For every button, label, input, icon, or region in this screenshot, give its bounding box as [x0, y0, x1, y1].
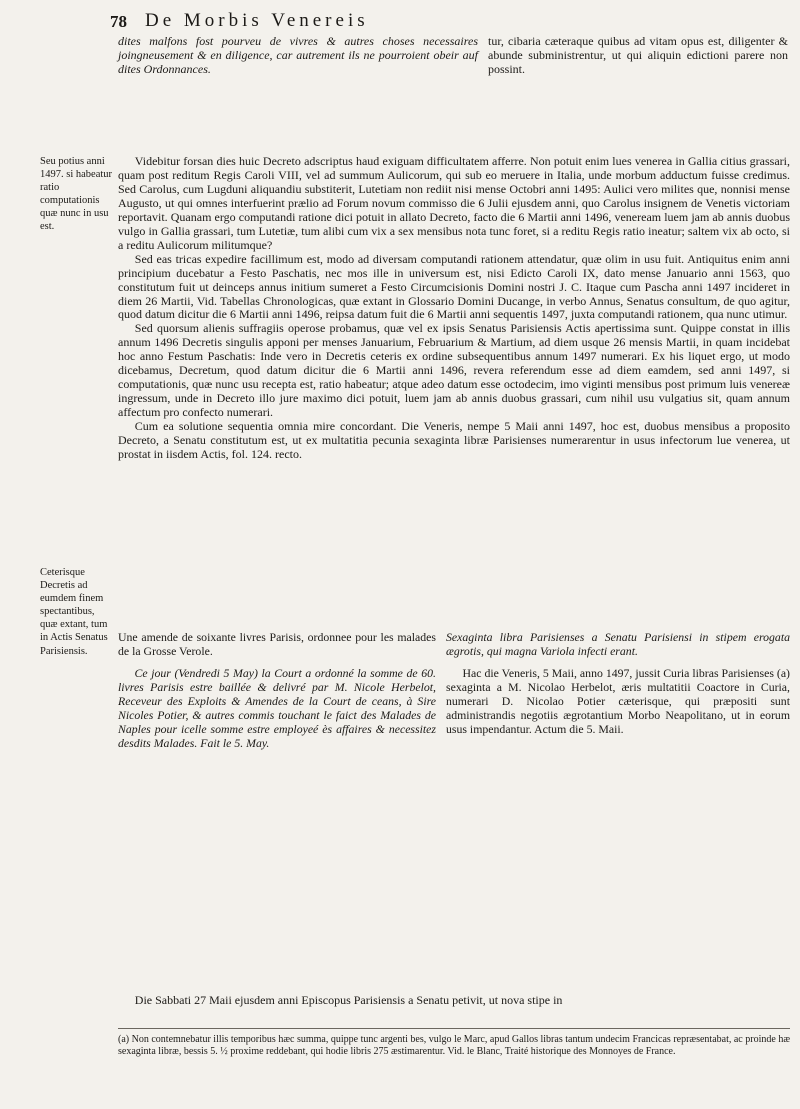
paragraph: Sed eas tricas expedire facillimum est, modo ad diversam computandi rationem attendatur, quæ olim in usu fuit. Antiquitus enim anni principium ducebatur a Festo Paschatis, nec mos ille in universum est, nisi Edicto Caroli IX, dato mense Januario anni 1563, quo constitutum fuit ut deinceps annus initium sumeret a Festo Circumcisionis Domini nostri J. C. Itaque cum Pascha anni 1497 incideret in diem 26 Martii, Vid. Tabellas Chronologicas, quæ extant in Glossario Domini Ducange, in verbo Annus, Senatus consultum, de quo agitur, quod datum dicitur die 6 Martii anni 1496, reipsa datum fuit die 6 Martii anni sequentis 1497, juxta computandi rationem, qua nunc utimur. [118, 251, 790, 322]
paragraph: Cum ea solutione sequentia omnia mire concordant. Die Veneris, nempe 5 Maii anni 1497, hoc est, duobus mensibus a proposito Decreto, a Senatu constitutum est, ut ex multatitia pecunia sexaginta libræ Parisienses numerarentur in usus infectorum lue venerea, ut prostat in iisdem Actis, fol. 124. recto. [118, 419, 790, 462]
french-column-top: dites malfons fost pourveu de vivres & autres choses necessaires joingneusement & en diligence, car autrement ils ne pourroient obeir auf dites Ordonnances. [118, 34, 478, 77]
marginal-note: Seu potius anni 1497. si habeatur ratio computationis quæ nunc in usu est. [40, 156, 113, 233]
closing-paragraph: Die Sabbati 27 Maii ejusdem anni Episcopus Parisiensis a Senatu petivit, ut nova stipe in [134, 993, 563, 1007]
paragraph: Videbitur forsan dies huic Decreto adscriptus haud exiguam difficultatem afferre. Non potuit enim lues venerea in Gallia citius grassari, quam post reditum Regis Caroli VIII, vel ad summum Aulicorum, qui sub eo meruere in Italia, unde morbum adductum fuisse credimus. Sed Carolus, cum Lugduni aliquandiu substiterit, Lutetiam non rediit nisi mense Octobri anni 1495: Aulici vero milites que, nonnisi mense Augusto, ut qui omnes interfuerint prælio ad Forum novum commisso die 6 Julii ejusdem anni, quo Carolus insignem de Venetis victoriam reportavit. Quanam ergo computandi ratione dici potuit in allato Decreto, facto die 6 Martii anni 1496, veneream luem jam ab annis duobus vulgo in Gallia grassari, tum Lutetiæ, tum alibi cum vix a sex mensibus nota tunc foret, si a reditu Regis ratio ineatur; saltem vix ab octo, si a reditu Aulicorum militumque? [118, 154, 790, 252]
footnote-divider [118, 1028, 790, 1029]
footnote [118, 1034, 790, 1059]
latin-column-top: tur, cibaria cæteraque quibus ad vitam opus est, diligenter & abunde subministrentur, ut qui aliquin edictioni parere non possint. [488, 34, 788, 77]
decree-heading: Une amende de soixante livres Parisis, ordonnee pour les malades de la Grosse Verole. [118, 630, 436, 658]
paragraph: Sed quorsum alienis suffragiis operose probamus, quæ vel ex ipsis Senatus Parisiensis Actis apertissima sunt. Quippe constat in illis annum 1496 Decretis singulis apponi per menses Januarium, Februarium & Martium, ad diem usque 26 mensis Martii, in quam incidebat hoc anno Festum Paschatis: Inde vero in Decretis ceteris ex ordine subsequentibus annum 1497 numerari. Ex his liquet ergo, ut modo dicebamus, Decretum, quod datum dicitur die 6 Martii anni 1496, revera referendum esse ad diem eamdem, sed anni 1497, si computationis, quæ nunc usu recepta est, ratio habeatur; atque adeo datum esse octodecim, imo viginti mensibus post primum luis venereæ ingressum, unde in Decreto illo jure maximo dici potuit, luem jam ab annis duobus grassari, cum nihil usu vulgatius sit, quam annum affectum pro confecto numerari. [118, 321, 790, 420]
page-number: 78 [110, 12, 127, 31]
decree-text: Hac die Veneris, 5 Maii, anno 1497, jussit Curia libras Parisienses (a) sexaginta a M. Nicolao Herbelot, æris multatitii Coactore in Curia, numerari D. Nicolao Potier cæterisque, qui præpositi sunt administrandis negotiis ægrotantium Morbo Neapolitano, ut in eorum usus impendantur. Actum die 5. Maii. [446, 665, 790, 736]
decree-heading: Sexaginta libra Parisienses a Senatu Parisiensi in stipem erogata ægrotis, qui magna Variola infecti erant. [446, 630, 790, 658]
decree-text: Ce jour (Vendredi 5 May) la Court a ordonné la somme de 60. livres Parisis estre baillée & delivré par M. Nicole Herbelot, Receveur des Exploits & Amendes de la Court de ceans, à Sire Nicoles Potier, & autres commis touchant le faict des Malades de Naples pour icelle somme estre employeé ès affaires & necessitez desdits Malades. Fait le 5. May. [118, 665, 436, 750]
latin-decree-column [446, 631, 790, 737]
french-decree-column [118, 631, 436, 751]
main-text [118, 155, 790, 462]
footnote-text: (a) Non contemnebatur illis temporibus hæc summa, quippe tunc argenti bes, vulgo le Marc, apud Gallos libras tantum undecim Francicas repræsentabat, ac proinde hæ sexaginta libræ, bessis 5. ½ proxime reddebant, qui hodie libris 275 æstimarentur. Vid. le Blanc, Traité historique des Monnoyes de France. [118, 1034, 790, 1058]
marginal-note: Ceterisque Decretis ad eumdem finem spectantibus, quæ extant, tum in Actis Senatus Parisiensis. [40, 567, 108, 657]
running-title: De Morbis Venereis [145, 10, 369, 31]
